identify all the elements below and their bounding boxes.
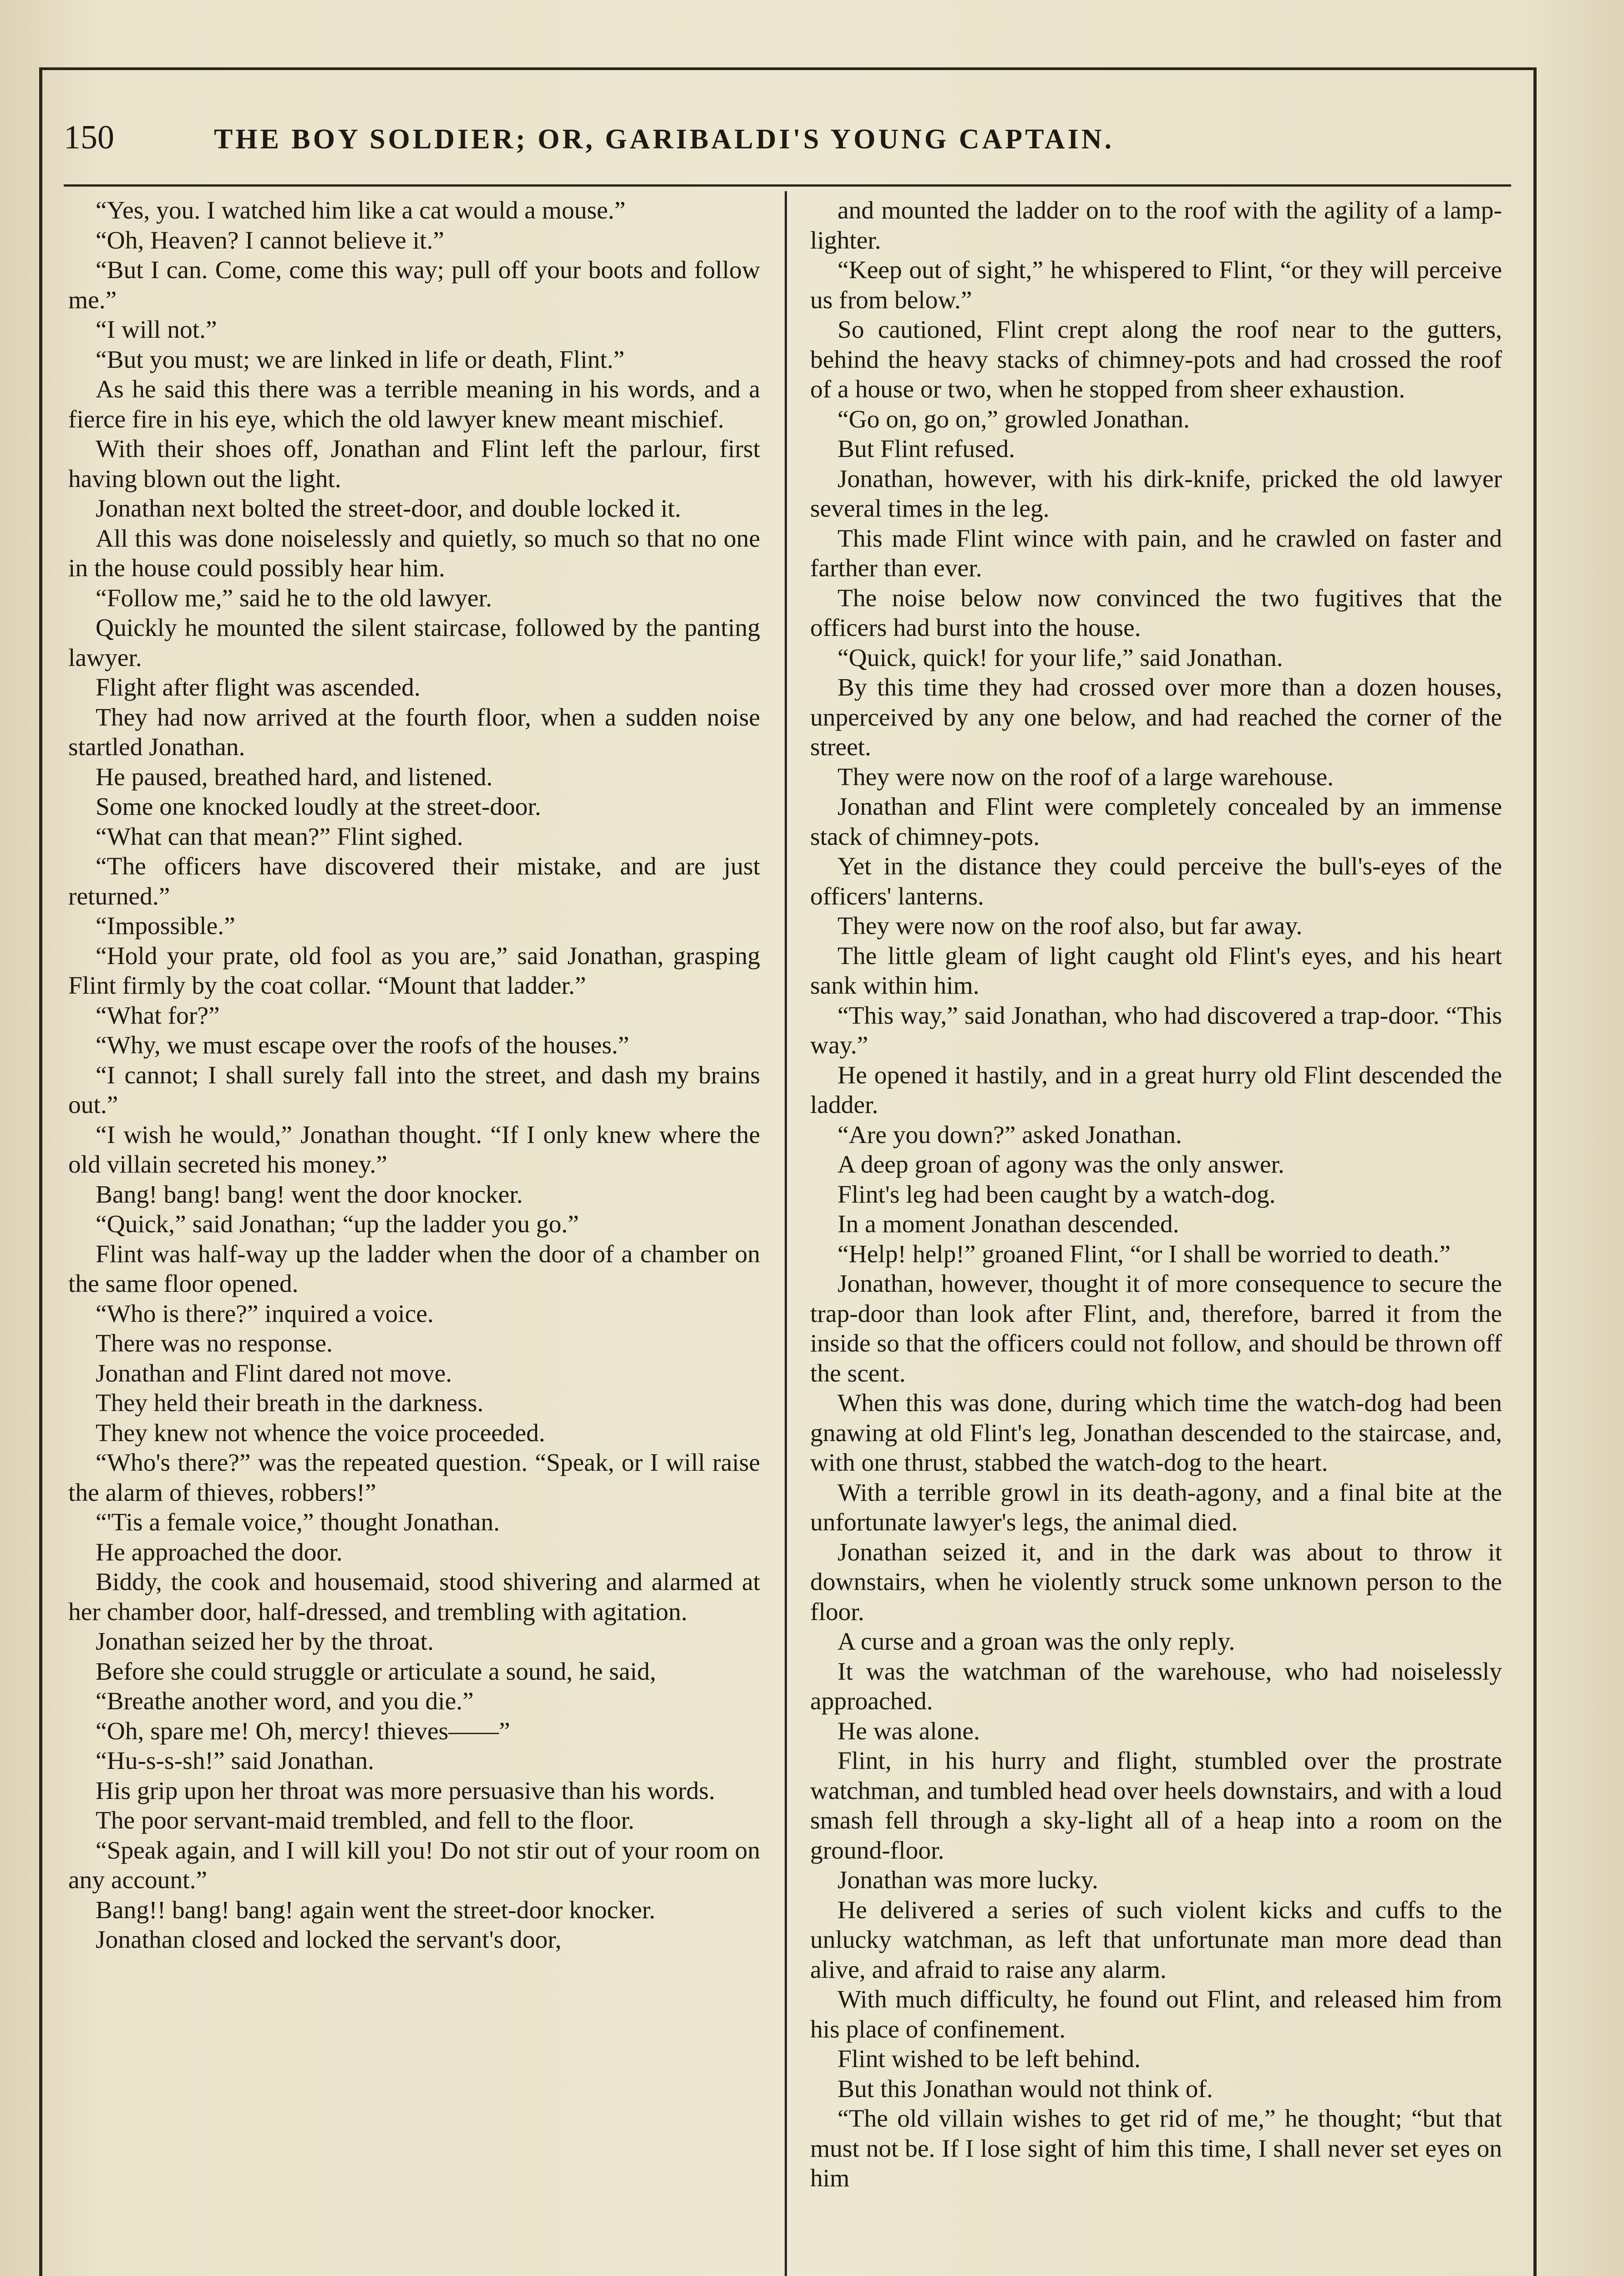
paragraph: He approached the door. bbox=[96, 1538, 343, 1566]
paragraph: “Breathe another word, and you die.” bbox=[96, 1687, 474, 1715]
paragraph: Flight after flight was ascended. bbox=[96, 674, 421, 701]
paragraph: This made Flint wince with pain, and he crawled on faster and farther than ever. bbox=[810, 524, 1502, 582]
paragraph: The little gleam of light caught old Flint's eyes, and his heart sank within him. bbox=[810, 942, 1502, 1000]
paragraph: “Oh, Heaven? I cannot believe it.” bbox=[96, 226, 444, 254]
paragraph: Bang!! bang! bang! again went the street-door knocker. bbox=[96, 1896, 655, 1924]
left-column bbox=[68, 196, 760, 2276]
paragraph: “Speak again, and I will kill you! Do not stir out of your room on any account.” bbox=[68, 1836, 760, 1894]
paragraph: “What can that mean?” Flint sighed. bbox=[96, 823, 463, 851]
paragraph: “Go on, go on,” growled Jonathan. bbox=[837, 405, 1190, 433]
paragraph: When this was done, during which time the watch-dog had been gnawing at old Flint's leg, Jonathan descended to the staircase, and, with one thrust, stabbed the watch-dog to the heart. bbox=[810, 1389, 1502, 1477]
paragraph: “Impossible.” bbox=[96, 912, 235, 940]
paragraph: They were now on the roof also, but far away. bbox=[837, 912, 1303, 940]
paragraph: He paused, breathed hard, and listened. bbox=[96, 763, 493, 791]
paragraph: The noise below now convinced the two fugitives that the officers had burst into the house. bbox=[810, 584, 1502, 642]
paragraph: They were now on the roof of a large warehouse. bbox=[837, 763, 1334, 791]
paragraph: “But you must; we are linked in life or death, Flint.” bbox=[96, 345, 625, 374]
paragraph: So cautioned, Flint crept along the roof near to the gutters, behind the heavy stacks of chimney-pots and had crossed the roof of a house or two, when he stopped from sheer exhaustion. bbox=[810, 316, 1502, 403]
page-header bbox=[64, 118, 1511, 168]
paragraph: Jonathan was more lucky. bbox=[837, 1866, 1098, 1894]
paragraph: Jonathan seized it, and in the dark was about to throw it downstairs, when he violently struck some unknown person to the floor. bbox=[810, 1538, 1502, 1626]
paragraph: All this was done noiselessly and quietly, so much so that no one in the house could possibly hear him. bbox=[68, 524, 760, 582]
paragraph: But Flint refused. bbox=[837, 435, 1015, 463]
paragraph: The poor servant-maid trembled, and fell to the floor. bbox=[96, 1807, 634, 1834]
paragraph: Jonathan, however, thought it of more consequence to secure the trap-door than look after Flint, and, therefore, barred it from the inside so that the officers could not follow, and should be thrown off the scent. bbox=[810, 1270, 1502, 1387]
page-number: 150 bbox=[64, 119, 114, 156]
paragraph: Jonathan and Flint were completely concealed by an immense stack of chimney-pots. bbox=[810, 793, 1502, 851]
paragraph: “Quick,” said Jonathan; “up the ladder you go.” bbox=[96, 1210, 579, 1238]
paragraph: With much difficulty, he found out Flint, and released him from his place of confinement. bbox=[810, 1986, 1502, 2043]
paragraph: Some one knocked loudly at the street-door. bbox=[96, 793, 541, 821]
paragraph: His grip upon her throat was more persuasive than his words. bbox=[96, 1777, 716, 1805]
paragraph: “Who is there?” inquired a voice. bbox=[96, 1300, 434, 1328]
paragraph: “The old villain wishes to get rid of me,” he thought; “but that must not be. If I lose sight of him this time, I shall never set eyes on him bbox=[810, 2105, 1502, 2192]
paragraph: They held their breath in the darkness. bbox=[96, 1389, 484, 1417]
paragraph: They knew not whence the voice proceeded. bbox=[96, 1419, 545, 1447]
paragraph: It was the watchman of the warehouse, who had noiselessly approached. bbox=[810, 1657, 1502, 1715]
header-rule bbox=[64, 184, 1511, 187]
paragraph: Flint, in his hurry and flight, stumbled over the prostrate watchman, and tumbled head over heels downstairs, and with a loud smash fell through a sky-light all of a heap into a room on the ground-floor. bbox=[810, 1747, 1502, 1864]
paragraph: Jonathan, however, with his dirk-knife, pricked the old lawyer several times in the leg. bbox=[810, 465, 1502, 523]
paragraph: Yet in the distance they could perceive the bull's-eyes of the officers' lanterns. bbox=[810, 853, 1502, 910]
paragraph: As he said this there was a terrible meaning in his words, and a fierce fire in his eye, which the old lawyer knew meant mischief. bbox=[68, 376, 760, 433]
paragraph: “Are you down?” asked Jonathan. bbox=[837, 1121, 1182, 1149]
paragraph: Jonathan next bolted the street-door, and double locked it. bbox=[96, 495, 681, 523]
paragraph: Flint wished to be left behind. bbox=[837, 2045, 1141, 2073]
paragraph: “Quick, quick! for your life,” said Jonathan. bbox=[837, 644, 1283, 672]
paragraph: With a terrible growl in its death-agony, and a final bite at the unfortunate lawyer's legs, the animal died. bbox=[810, 1478, 1502, 1536]
paragraph: He was alone. bbox=[837, 1717, 980, 1745]
paragraph: By this time they had crossed over more than a dozen houses, unperceived by any one below, and had reached the corner of the street. bbox=[810, 674, 1502, 761]
paragraph: They had now arrived at the fourth floor, when a sudden noise startled Jonathan. bbox=[68, 703, 760, 761]
paragraph: “Keep out of sight,” he whispered to Flint, “or they will perceive us from below.” bbox=[810, 256, 1502, 314]
paragraph: “What for?” bbox=[96, 1001, 220, 1030]
paragraph: “This way,” said Jonathan, who had discovered a trap-door. “This way.” bbox=[810, 1001, 1502, 1059]
paragraph: “I will not.” bbox=[96, 316, 217, 344]
paragraph: “Why, we must escape over the roofs of the houses.” bbox=[96, 1031, 629, 1059]
paragraph: Flint was half-way up the ladder when the door of a chamber on the same floor opened. bbox=[68, 1240, 760, 1298]
paragraph: Jonathan seized her by the throat. bbox=[96, 1628, 434, 1656]
right-column bbox=[810, 196, 1502, 2276]
paragraph: Quickly he mounted the silent staircase, followed by the panting lawyer. bbox=[68, 614, 760, 672]
paragraph: Before she could struggle or articulate a sound, he said, bbox=[96, 1657, 656, 1686]
paragraph: He delivered a series of such violent kicks and cuffs to the unlucky watchman, as left that unfortunate man more dead than alive, and afraid to raise any alarm. bbox=[810, 1896, 1502, 1984]
paragraph: There was no response. bbox=[96, 1330, 333, 1357]
column-divider bbox=[785, 191, 787, 2276]
paragraph: “Hold your prate, old fool as you are,” said Jonathan, grasping Flint firmly by the coat collar. “Mount that ladder.” bbox=[68, 942, 760, 1000]
paragraph: A deep groan of agony was the only answer. bbox=[837, 1151, 1284, 1179]
paragraph: “I wish he would,” Jonathan thought. “If I only knew where the old villain secreted his money.” bbox=[68, 1121, 760, 1179]
running-title: THE BOY SOLDIER; OR, GARIBALDI'S YOUNG CAPTAIN. bbox=[214, 124, 1115, 155]
paragraph: “Who's there?” was the repeated question. “Speak, or I will raise the alarm of thieves, robbers!” bbox=[68, 1449, 760, 1507]
paragraph: Jonathan closed and locked the servant's door, bbox=[96, 1926, 562, 1954]
paragraph: He opened it hastily, and in a great hurry old Flint descended the ladder. bbox=[810, 1061, 1502, 1119]
paragraph: “Oh, spare me! Oh, mercy! thieves——” bbox=[96, 1717, 510, 1745]
paragraph: But this Jonathan would not think of. bbox=[837, 2075, 1213, 2103]
paragraph: Flint's leg had been caught by a watch-dog. bbox=[837, 1180, 1276, 1209]
paragraph: “'Tis a female voice,” thought Jonathan. bbox=[96, 1509, 500, 1536]
paragraph: In a moment Jonathan descended. bbox=[837, 1210, 1179, 1238]
paragraph: “The officers have discovered their mistake, and are just returned.” bbox=[68, 853, 760, 910]
paragraph: Bang! bang! bang! went the door knocker. bbox=[96, 1180, 523, 1209]
paragraph: Jonathan and Flint dared not move. bbox=[96, 1359, 452, 1387]
paragraph: and mounted the ladder on to the roof with the agility of a lamp-lighter. bbox=[810, 197, 1502, 254]
paragraph: “I cannot; I shall surely fall into the street, and dash my brains out.” bbox=[68, 1061, 760, 1119]
paragraph: “Follow me,” said he to the old lawyer. bbox=[96, 584, 492, 612]
paragraph: “Yes, you. I watched him like a cat would a mouse.” bbox=[96, 197, 626, 224]
paragraph: Biddy, the cook and housemaid, stood shivering and alarmed at her chamber door, half-dressed, and trembling with agitation. bbox=[68, 1568, 760, 1626]
paragraph: “Help! help!” groaned Flint, “or I shall be worried to death.” bbox=[837, 1240, 1451, 1268]
paragraph: With their shoes off, Jonathan and Flint left the parlour, first having blown out the light. bbox=[68, 435, 760, 493]
paragraph: A curse and a groan was the only reply. bbox=[837, 1628, 1235, 1656]
paragraph: “But I can. Come, come this way; pull off your boots and follow me.” bbox=[68, 256, 760, 314]
paragraph: “Hu-s-s-sh!” said Jonathan. bbox=[96, 1747, 374, 1775]
